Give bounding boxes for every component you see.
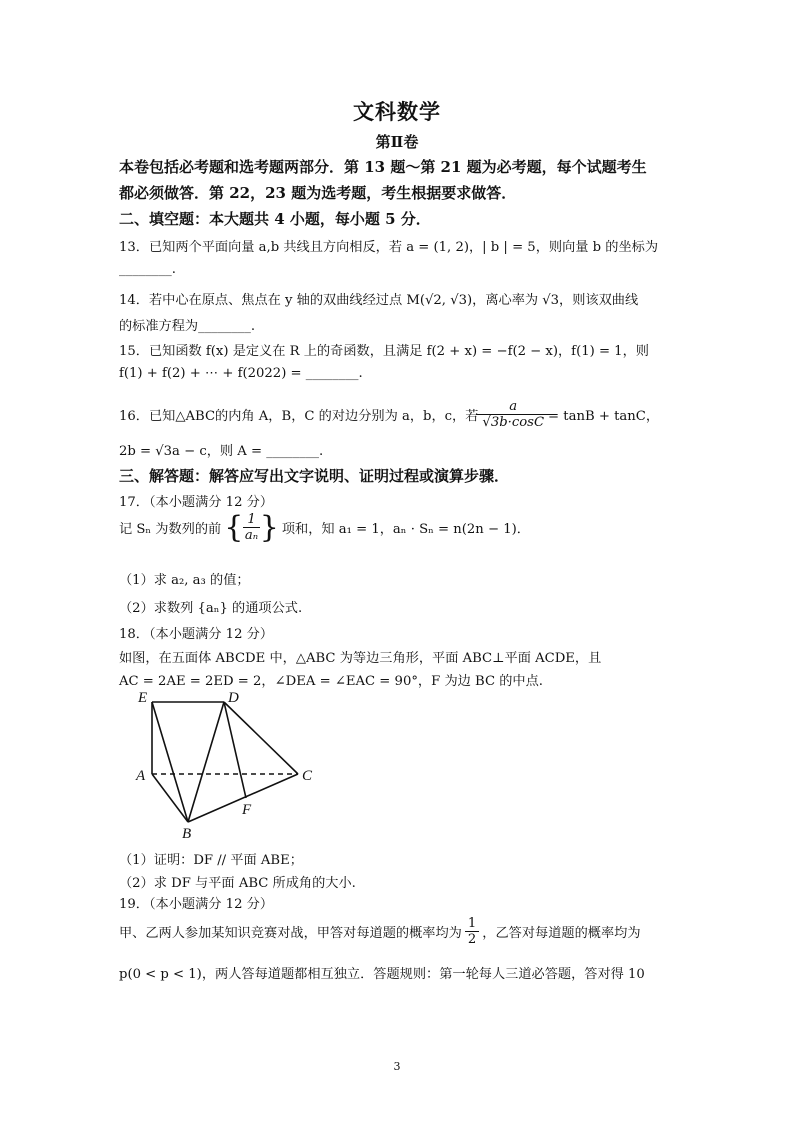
q19-denominator: 2	[467, 932, 477, 947]
edge-DB	[188, 702, 224, 822]
q16-fraction	[482, 399, 544, 430]
q14-line-2: 的标准方程为________.	[119, 319, 256, 334]
q17-text-post: 项和，知 a₁ = 1，aₙ · Sₙ = n(2n − 1)．	[281, 522, 530, 537]
q17-numerator: 1	[243, 512, 259, 528]
q16-numerator: a	[476, 399, 550, 415]
q14-line-1: 14．若中心在原点、焦点在 y 轴的双曲线经过点 M(√2, √3)，离心率为 √3，则该双曲线	[119, 293, 639, 308]
section-2-heading: 二、填空题：本大题共 4 小题，每小题 5 分．	[119, 210, 431, 228]
q15-line-1: 15．已知函数 f(x) 是定义在 R 上的奇函数，且满足 f(2 + x) = −f(2 − x)，f(1) = 1，则	[119, 344, 649, 359]
label-B: B	[182, 826, 192, 842]
q19-line-2: p(0 < p < 1)，两人答每道题都相互独立．答题规则：第一轮每人三道必答题，答对得 10	[119, 967, 645, 982]
q17-text-pre: 记 Sₙ 为数列的前	[119, 522, 222, 537]
q17-denominator: aₙ	[244, 528, 259, 543]
q16-text-post: = tanB + tanC，	[548, 409, 660, 424]
q13-line-2: ________.	[119, 262, 176, 277]
edge-DC	[224, 702, 298, 774]
q17-left-brace: {	[224, 509, 244, 545]
edge-EB	[152, 702, 188, 822]
q16-line-2: 2b = √3a − c，则 A = ________.	[119, 444, 324, 459]
q18-line-1: 如图，在五面体 ABCDE 中，△ABC 为等边三角形，平面 ABC⊥平面 ACDE，且	[119, 651, 602, 666]
edge-AB	[152, 774, 188, 822]
label-A: A	[136, 768, 146, 784]
section-3-heading: 三、解答题：解答应写出文字说明、证明过程或演算步骤．	[119, 467, 510, 485]
q16-line-1	[119, 399, 679, 430]
q15-line-2: f(1) + f(2) + ⋯ + f(2022) = ________.	[119, 366, 363, 381]
label-E: E	[138, 690, 148, 706]
q19-heading: 19．（本小题满分 12 分）	[119, 897, 274, 912]
q13-line-1: 13．已知两个平面向量 a,b 共线且方向相反，若 a = (1, 2)，| b | = 5，则向量 b 的坐标为	[119, 240, 659, 255]
q19-fraction	[465, 916, 479, 947]
q16-text-pre: 16．已知△ABC的内角 A，B，C 的对边分别为 a，b，c，若	[119, 409, 479, 424]
pentahedron-figure	[128, 688, 328, 843]
label-C: C	[302, 768, 313, 784]
label-F: F	[242, 802, 252, 818]
q16-denominator: √3b·cosC	[482, 415, 545, 430]
q18-part-1: （1）证明：DF // 平面 ABE；	[119, 853, 303, 868]
intro-line-2: 都必须做答．第 22，23 题为选考题，考生根据要求做答．	[119, 184, 517, 202]
q18-line-2: AC = 2AE = 2ED = 2，∠DEA = ∠EAC = 90°，F 为边 BC 的中点.	[119, 674, 543, 689]
q17-part-2: （2）求数列 {aₙ} 的通项公式.	[119, 601, 303, 616]
intro-line-1: 本卷包括必考题和选考题两部分．第 13 题～第 21 题为必考题，每个试题考生	[119, 158, 647, 176]
q17-part-1: （1）求 a₂, a₃ 的值；	[119, 573, 250, 588]
q19-line-1	[119, 916, 679, 947]
q17-stem	[119, 509, 679, 545]
segment-DF	[224, 702, 246, 798]
page-number: 3	[393, 1060, 401, 1073]
q17-heading: 17．（本小题满分 12 分）	[119, 495, 274, 510]
q19-text-post: ，乙答对每道题的概率均为	[482, 926, 641, 941]
page-title: 文科数学	[353, 99, 441, 124]
q18-heading: 18．（本小题满分 12 分）	[119, 627, 274, 642]
q19-text-pre: 甲、乙两人参加某知识竞赛对战，甲答对每道题的概率均为	[119, 926, 462, 941]
q19-numerator: 1	[465, 916, 479, 932]
label-D: D	[228, 690, 239, 706]
q17-right-brace: }	[259, 509, 279, 545]
q18-part-2: （2）求 DF 与平面 ABC 所成角的大小.	[119, 876, 356, 891]
q17-fraction	[243, 512, 259, 543]
page-subtitle: 第Ⅱ卷	[375, 133, 419, 151]
